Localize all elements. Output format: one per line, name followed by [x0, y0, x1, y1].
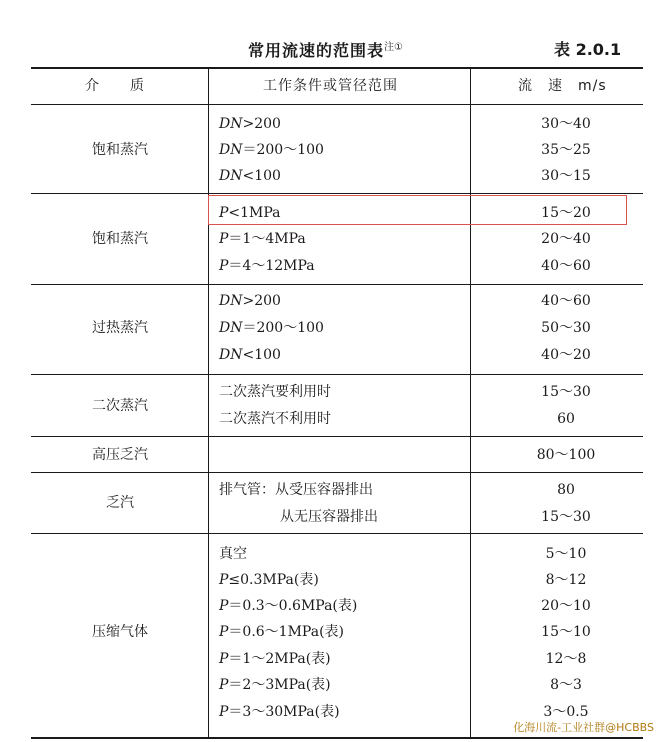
condition-cell: DN>200: [219, 293, 281, 309]
medium-label: 压缩气体: [92, 624, 148, 640]
speed-cell: 35～25: [541, 142, 591, 158]
speed-cell: 8～3: [550, 677, 582, 693]
speed-cell: 30～40: [541, 116, 591, 132]
condition-cell: DN<100: [219, 347, 281, 363]
speed-cell: 12～8: [545, 651, 587, 667]
condition-cell: P＝1～2MPa(表): [219, 651, 331, 667]
speed-cell: 30～15: [541, 168, 591, 184]
speed-cell: 15～30: [541, 509, 591, 525]
speed-cell: 60: [557, 411, 575, 427]
condition-cell: P＝4～12MPa: [219, 258, 315, 274]
medium-label: 饱和蒸汽: [92, 231, 148, 247]
speed-cell: 80: [557, 482, 575, 498]
column-divider: [470, 67, 471, 739]
condition-cell: 排气管：从受压容器排出: [219, 482, 373, 498]
speed-cell: 15～10: [541, 624, 591, 640]
table-top-rule: [31, 67, 643, 69]
caption-note: 注①: [384, 42, 403, 53]
medium-label: 乏汽: [106, 495, 134, 511]
speed-cell: 3～0.5: [543, 704, 589, 720]
condition-cell: DN>200: [219, 116, 281, 132]
group-divider: [31, 374, 643, 375]
condition-cell: 二次蒸汽要利用时: [219, 384, 331, 400]
condition-cell: P＝1～4MPa: [219, 231, 306, 247]
group-divider: [31, 284, 643, 285]
condition-cell: P＝0.6～1MPa(表): [219, 624, 344, 640]
speed-cell: 5～10: [545, 546, 587, 562]
condition-cell: P＝2～3MPa(表): [219, 677, 331, 693]
condition-cell: P＝0.3～0.6MPa(表): [219, 598, 358, 614]
condition-cell: P<1MPa: [219, 205, 281, 221]
medium-label: 过热蒸汽: [92, 320, 148, 336]
speed-cell: 20～40: [541, 231, 591, 247]
speed-cell: 15～20: [541, 205, 591, 221]
condition-cell: DN＝200～100: [219, 320, 324, 336]
condition-cell: DN<100: [219, 168, 281, 184]
speed-cell: 40～20: [541, 347, 591, 363]
header-speed: 流 速 m/s: [518, 78, 607, 94]
table-caption: [248, 38, 403, 61]
speed-cell: 40～60: [541, 258, 591, 274]
watermark: 化海川流-工业社群@HCBBS: [513, 721, 654, 734]
table-number: 表 2.0.1: [554, 40, 622, 59]
condition-cell: 真空: [219, 546, 247, 562]
table-bottom-rule: [31, 737, 643, 739]
highlight-box: [208, 195, 627, 225]
condition-cell: DN＝200～100: [219, 142, 324, 158]
group-divider: [31, 193, 643, 194]
caption-title: 常用流速的范围表: [248, 41, 385, 60]
medium-label: 二次蒸汽: [92, 398, 148, 414]
condition-cell: 从无压容器排出: [280, 509, 378, 525]
group-divider: [31, 472, 643, 473]
medium-label: 高压乏汽: [92, 447, 148, 463]
condition-cell: P＝3～30MPa(表): [219, 704, 340, 720]
speed-cell: 40～60: [541, 293, 591, 309]
speed-cell: 50～30: [541, 320, 591, 336]
condition-cell: P≤0.3MPa(表): [219, 572, 319, 588]
condition-cell: 二次蒸汽不利用时: [219, 411, 331, 427]
group-divider: [31, 533, 643, 534]
medium-label: 饱和蒸汽: [92, 142, 148, 158]
header-medium: 介 质: [85, 78, 145, 94]
header-bottom-rule: [31, 104, 643, 105]
speed-cell: 20～10: [541, 598, 591, 614]
speed-cell: 80～100: [536, 447, 596, 463]
group-divider: [31, 436, 643, 437]
speed-cell: 8～12: [545, 572, 587, 588]
speed-cell: 15～30: [541, 384, 591, 400]
header-conditions: 工作条件或管径范围: [263, 78, 398, 94]
column-divider: [208, 67, 209, 739]
